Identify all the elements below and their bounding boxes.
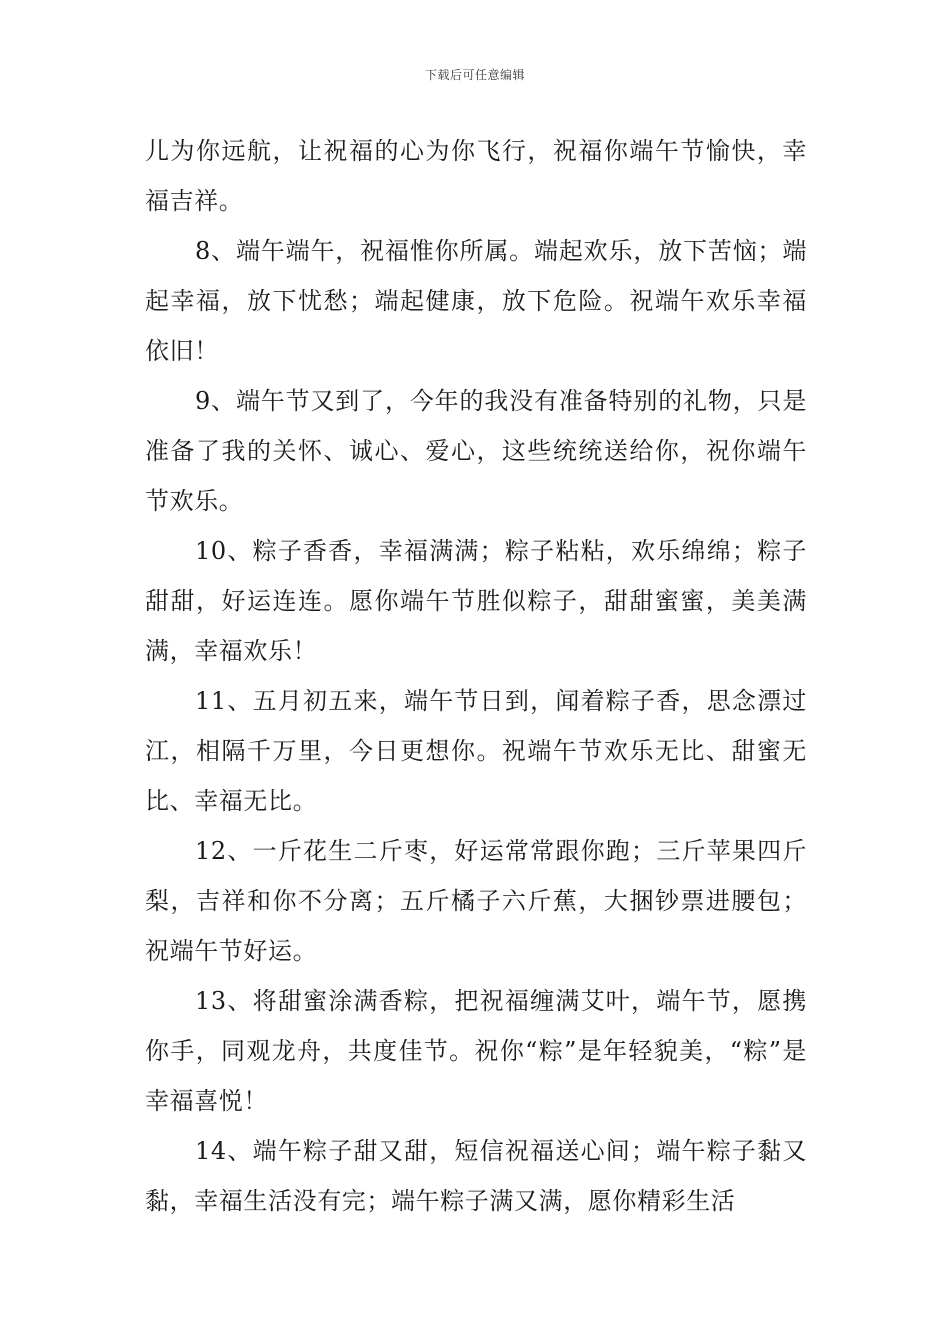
paragraph-item-12: 12、一斤花生二斤枣，好运常常跟你跑；三斤苹果四斤梨，吉祥和你不分离；五斤橘子六斤蕉，大捆钞票进腰包；祝端午节好运。	[145, 837, 807, 965]
paragraph-item-11: 11、五月初五来，端午节日到，闻着粽子香，思念漂过江，相隔千万里，今日更想你。祝端午节欢乐无比、甜蜜无比、幸福无比。	[145, 687, 807, 815]
paragraph-item-8: 8、端午端午，祝福惟你所属。端起欢乐，放下苦恼；端起幸福，放下忧愁；端起健康，放下危险。祝端午欢乐幸福依旧！	[145, 237, 807, 365]
document-body	[145, 126, 807, 1226]
paragraph-continuation: 儿为你远航，让祝福的心为你飞行，祝福你端午节愉快，幸福吉祥。	[145, 137, 807, 215]
paragraph-item-13: 13、将甜蜜涂满香粽，把祝福缠满艾叶，端午节，愿携你手，同观龙舟，共度佳节。祝你“粽”是年轻貌美，“粽”是幸福喜悦！	[145, 987, 807, 1115]
page-header: 下载后可任意编辑	[424, 68, 525, 82]
paragraph-item-10: 10、粽子香香，幸福满满；粽子粘粘，欢乐绵绵；粽子甜甜，好运连连。愿你端午节胜似粽子，甜甜蜜蜜，美美满满，幸福欢乐！	[145, 537, 807, 665]
paragraph-item-9: 9、端午节又到了，今年的我没有准备特别的礼物，只是准备了我的关怀、诚心、爱心，这些统统送给你，祝你端午节欢乐。	[145, 387, 807, 515]
paragraph-item-14: 14、端午粽子甜又甜，短信祝福送心间；端午粽子黏又黏，幸福生活没有完；端午粽子满又满，愿你精彩生活	[145, 1137, 807, 1215]
